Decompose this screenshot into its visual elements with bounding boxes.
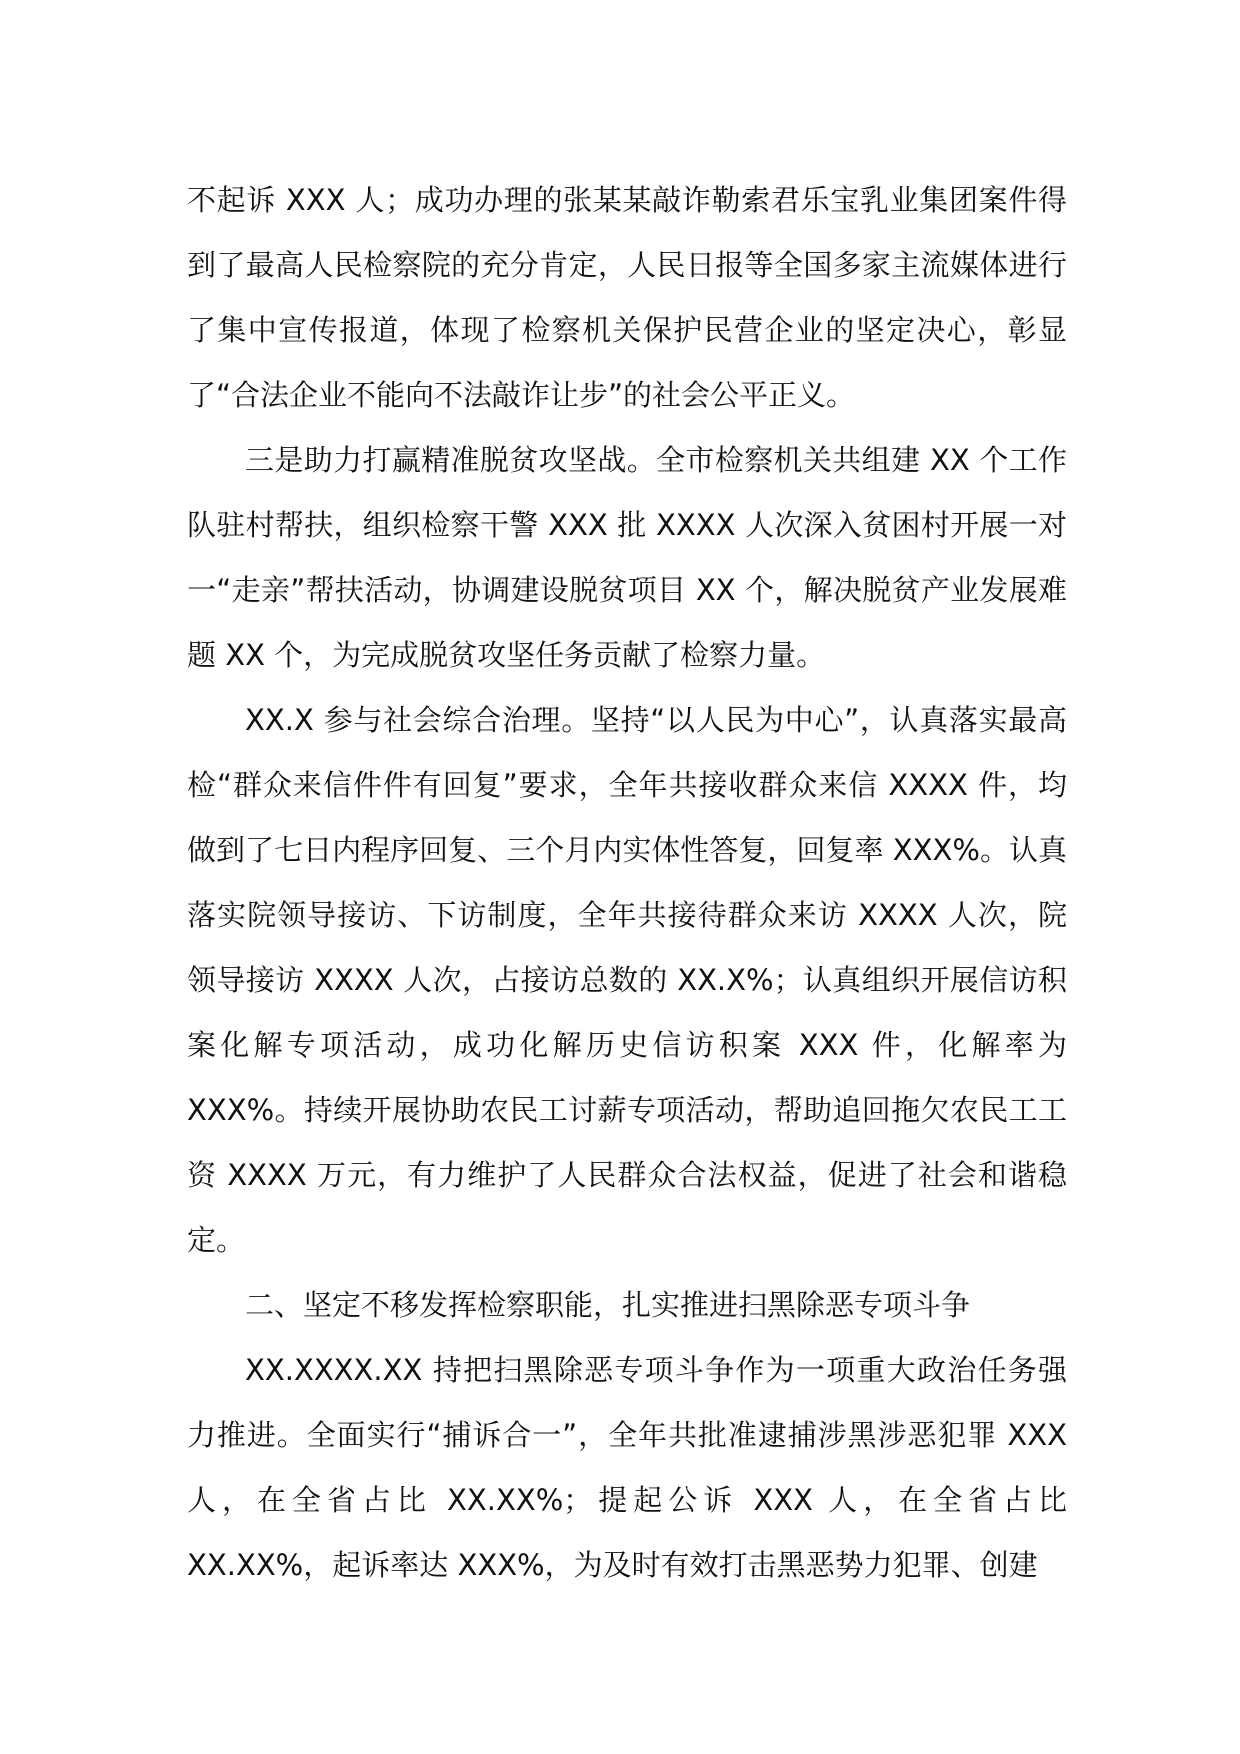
paragraph-poverty-alleviation: 三是助力打赢精准脱贫攻坚战。全市检察机关共组建 XX 个工作队驻村帮扶，组织检察干警 XXX 批 XXXX 人次深入贫困村开展一对一“走亲”帮扶活动，协调建设脱贫项目 XX 个，解决脱贫产业发展难题 XX 个，为完成脱贫攻坚任务贡献了检察力量。 (187, 443, 1067, 672)
section-heading-anti-crime: 二、坚定不移发挥检察职能，扎实推进扫黑除恶专项斗争 (245, 1288, 971, 1322)
paragraph-anti-crime-campaign: XX.XXXX.XX 持把扫黑除恶专项斗争作为一项重大政治任务强力推进。全面实行“捕诉合一”，全年共批准逮捕涉黑涉恶犯罪 XXX 人，在全省占比 XX.XX%；提起公诉 XXX 人，在全省占比 XX.XX%，起诉率达 XXX%，为及时有效打击黑恶势力犯罪、创建 (187, 1353, 1067, 1582)
document-body (187, 168, 1067, 1598)
paragraph-social-governance: XX.X 参与社会综合治理。坚持“以人民为中心”，认真落实最高检“群众来信件件有回复”要求，全年共接收群众来信 XXXX 件，均做到了七日内程序回复、三个月内实体性答复，回复率 XXX%。认真落实院领导接访、下访制度，全年共接待群众来访 XXXX 人次，院领导接访 XXXX 人次，占接访总数的 XX.X%；认真组织开展信访积案化解专项活动，成功化解历史信访积案 XXX 件，化解率为 XXX%。持续开展协助农民工讨薪专项活动，帮助追回拖欠农民工工资 XXXX 万元，有力维护了人民群众合法权益，促进了社会和谐稳定。 (187, 703, 1067, 1257)
paragraph-continuation: 不起诉 XXX 人；成功办理的张某某敲诈勒索君乐宝乳业集团案件得到了最高人民检察院的充分肯定，人民日报等全国多家主流媒体进行了集中宣传报道，体现了检察机关保护民营企业的坚定决心，彰显了“合法企业不能向不法敲诈让步”的社会公平正义。 (187, 183, 1067, 412)
